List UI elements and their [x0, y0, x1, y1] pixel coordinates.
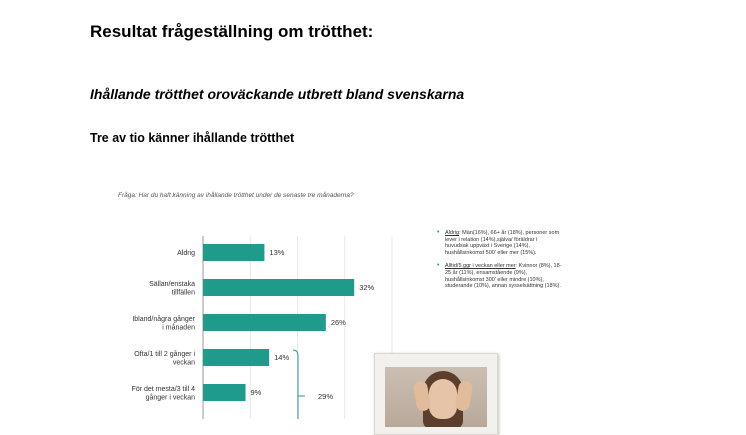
bullet-icon: •: [437, 229, 440, 236]
category-label: i månaden: [162, 324, 195, 332]
note-heading: Alltid/5 ggr i veckan eller mer: [445, 263, 516, 270]
note-item-aldrig: [437, 230, 562, 256]
bar: [203, 279, 354, 296]
category-label: gånger i veckan: [145, 394, 195, 402]
lead-text: Tre av tio känner ihållande trötthet: [90, 131, 295, 145]
category-label: Ofta/1 till 2 gånger i: [134, 350, 195, 358]
data-label: 26%: [330, 318, 346, 327]
bar: [203, 314, 326, 331]
face-shape: [429, 379, 457, 419]
category-label: Aldrig: [177, 250, 195, 257]
bullet-icon: •: [437, 262, 440, 270]
category-label: För det mesta/3 till 4: [131, 385, 195, 393]
bar: [203, 244, 264, 261]
data-label: 13%: [269, 248, 285, 257]
data-label: 9%: [250, 388, 262, 397]
photo-image: [385, 367, 487, 427]
tired-woman-photo: [374, 353, 498, 435]
note-body: : Kvinnor (8%), 18-25 år (11%), ensamstående (9%), hushållsinkomst 300' eller mindre (10%), studerande (10%), annan sysselsättning (18%).: [445, 263, 562, 290]
note-body: : Män(16%), 66+ år (18%), personer som lever i relation (14%),själva/ föräldrar i huvudsak uppväxt i Sverige (14%), hushållsinkomst 500' eller mer (15%).: [445, 230, 560, 256]
page-title: Resultat frågeställning om trötthet:: [90, 22, 374, 41]
category-label: veckan: [172, 359, 195, 367]
notes-list: [437, 230, 562, 297]
bar: [203, 384, 246, 401]
category-label: Ibland/några gånger: [132, 315, 195, 323]
category-label: tillfällen: [171, 289, 195, 297]
data-label: 32%: [359, 283, 375, 292]
category-label: Sällan/enstaka: [149, 280, 195, 288]
note-item-alltid: [437, 263, 562, 289]
survey-question: Fråga: Har du haft känning av ihållande trötthet under de senaste tre månaderna?: [118, 192, 354, 199]
note-heading: Aldrig: [445, 230, 460, 236]
data-label: 14%: [274, 353, 290, 362]
bar: [203, 349, 269, 366]
subtitle: Ihållande trötthet oroväckande utbrett bland svenskarna: [90, 86, 465, 102]
bracket-label: 29%: [318, 392, 334, 401]
